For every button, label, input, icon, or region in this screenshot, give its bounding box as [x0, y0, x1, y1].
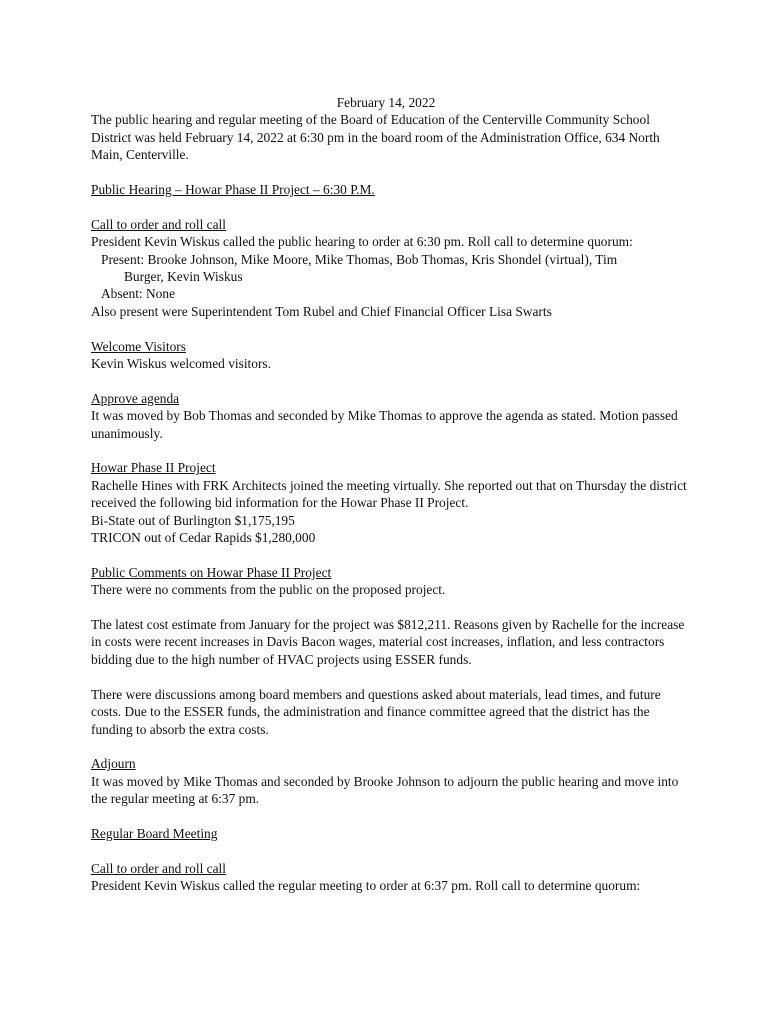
meeting-date: February 14, 2022: [336, 95, 436, 110]
document-page: [91, 94, 691, 895]
call-to-order-2-text: President Kevin Wiskus called the regular meeting to order at 6:37 pm. Roll call to determine quorum:: [91, 878, 641, 894]
adjourn-text: It was moved by Mike Thomas and seconded by Brooke Johnson to adjourn the public hearing and move into the regular meeting at 6:37 pm.: [91, 773, 679, 807]
bid-line-2: TRICON out of Cedar Rapids $1,280,000: [91, 530, 316, 546]
comments-text-1: There were no comments from the public on the proposed project.: [91, 582, 446, 598]
regular-meeting-heading: Regular Board Meeting: [91, 825, 218, 841]
present-line-2: Burger, Kevin Wiskus: [124, 269, 243, 285]
call-to-order-text: President Kevin Wiskus called the public hearing to order at 6:30 pm. Roll call to determine quorum:: [91, 234, 633, 250]
comments-text-2: The latest cost estimate from January for the project was $812,211. Reasons given by Rachelle for the increase in costs were recent increases in Davis Bacon wages, material cost increases, inflation, and less contractors bidding due to the high number of HVAC projects using ESSER funds.: [91, 617, 685, 667]
howar-text: Rachelle Hines with FRK Architects joined the meeting virtually. She reported out that on Thursday the district received the following bid information for the Howar Phase II Project.: [91, 477, 687, 511]
comments-text-3: There were discussions among board members and questions asked about materials, lead times, and future costs. Due to the ESSER funds, the administration and finance committee agreed that the district has the funding to absorb the extra costs.: [91, 686, 661, 737]
public-hearing-heading: Public Hearing – Howar Phase II Project – 6:30 P.M.: [91, 182, 375, 198]
bid-line-1: Bi-State out of Burlington $1,175,195: [91, 512, 295, 528]
adjourn-heading: Adjourn: [91, 756, 136, 772]
howar-heading: Howar Phase II Project: [91, 460, 216, 476]
agenda-text: It was moved by Bob Thomas and seconded by Mike Thomas to approve the agenda as stated. Motion passed unanimously.: [91, 408, 678, 441]
agenda-heading: Approve agenda: [91, 390, 180, 406]
intro-paragraph: The public hearing and regular meeting of the Board of Education of the Centerville Community School District was held February 14, 2022 at 6:30 pm in the board room of the Administration Office, 634 North Main, Centerville.: [91, 112, 660, 163]
comments-heading: Public Comments on Howar Phase II Project: [91, 564, 332, 580]
welcome-heading: Welcome Visitors: [91, 338, 186, 354]
call-to-order-heading: Call to order and roll call: [91, 216, 226, 232]
also-present-line: Also present were Superintendent Tom Rubel and Chief Financial Officer Lisa Swarts: [91, 303, 552, 319]
absent-line: Absent: None: [101, 286, 176, 302]
welcome-text: Kevin Wiskus welcomed visitors.: [91, 356, 271, 372]
present-line-1: Present: Brooke Johnson, Mike Moore, Mike Thomas, Bob Thomas, Kris Shondel (virtual), Tim: [101, 251, 618, 267]
call-to-order-2-heading: Call to order and roll call: [91, 860, 226, 876]
